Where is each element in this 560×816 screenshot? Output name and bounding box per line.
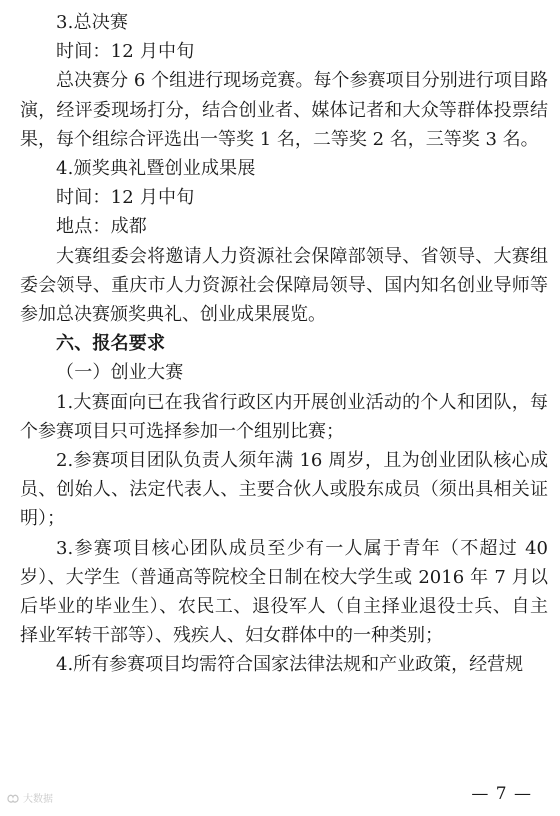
final-round-paragraph: 总决赛分 6 个组进行现场竞赛。每个参赛项目分别进行项目路演，经评委现场打分，结合创业者、媒体记者和大众等群体投票结果，每个组综合评选出一等奖 1 名，二等奖 2 名，三等奖 3 名。 [20,70,548,150]
requirement-item-3: 3.参赛项目核心团队成员至少有一人属于青年（不超过 40 岁）、大学生（普通高等院校全日制在校大学生或 2016 年 7 月以后毕业的毕业生）、农民工、退役军人（自主择业退役士兵、自主择业军转干部等）、残疾人、妇女群体中的一种类别； [20,537,548,647]
final-round-time: 时间：12 月中旬 [56,41,195,63]
document-body [20,8,548,680]
requirement-item-4: 4.所有参赛项目均需符合国家法律法规和产业政策，经营规 [56,654,524,676]
requirement-item-1: 1.大赛面向已在我省行政区内开展创业活动的个人和团队，每个参赛项目只可选择参加一个组别比赛； [20,391,548,442]
watermark [6,790,53,805]
watermark-logo-icon [6,792,20,804]
section-heading-final-round: 3.总决赛 [56,12,129,33]
award-ceremony-time: 时间：12 月中旬 [56,187,195,209]
award-ceremony-paragraph: 大赛组委会将邀请人力资源社会保障部领导、省领导、大赛组委会领导、重庆市人力资源社会保障局领导、国内知名创业导师等参加总决赛颁奖典礼、创业成果展览。 [20,245,548,326]
watermark-text: 大数据 [23,794,53,805]
section-heading-award-ceremony: 4.颁奖典礼暨创业成果展 [56,158,256,180]
page-number: — 7 — [471,784,532,804]
subsection-heading-competition: （一）创业大赛 [56,362,184,384]
requirement-item-2: 2.参赛项目团队负责人须年满 16 周岁，且为创业团队核心成员、创始人、法定代表人、主要合伙人或股东成员（须出具相关证明）； [20,450,548,530]
section-heading-registration: 六、报名要求 [56,333,166,355]
award-ceremony-location: 地点：成都 [56,216,147,238]
